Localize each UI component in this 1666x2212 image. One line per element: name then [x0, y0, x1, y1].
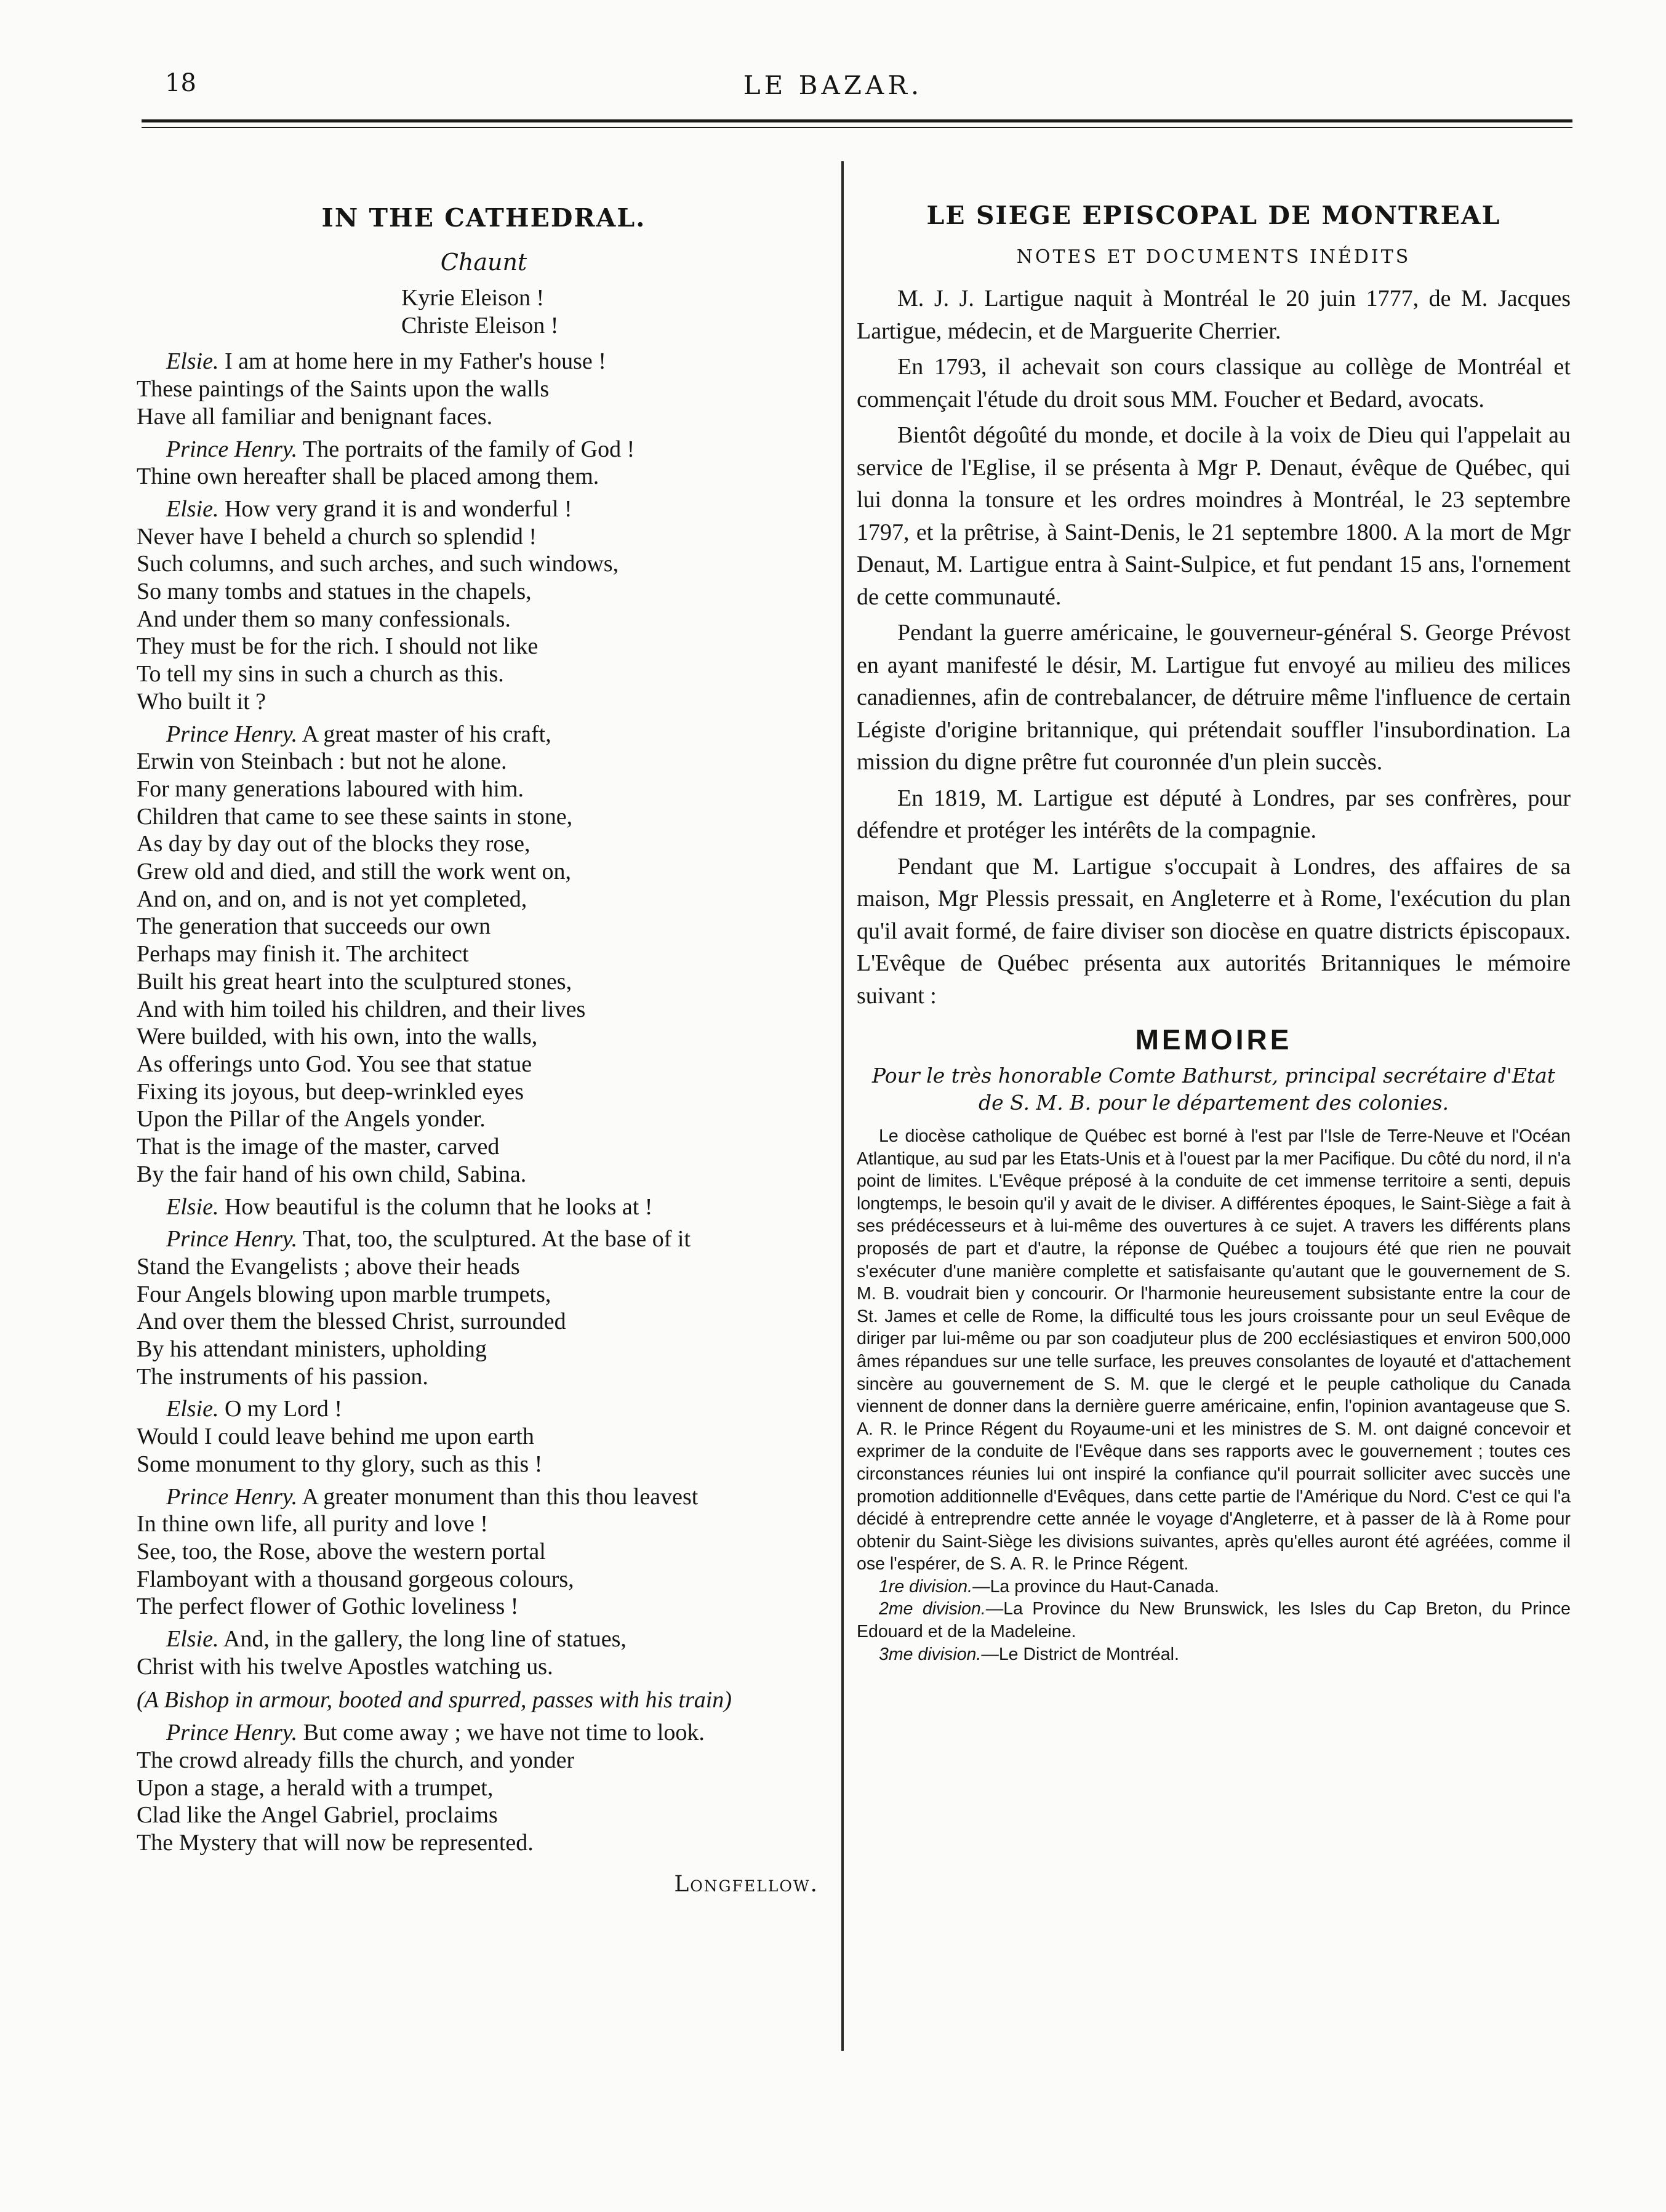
poem-line: As offerings unto God. You see that statue [137, 1051, 532, 1077]
header-rule-thin [142, 127, 1572, 128]
poem-line-text: A great master of his craft, [302, 721, 551, 747]
poem-stanza [137, 495, 831, 716]
poem-line: Never have I beheld a church so splendid ! [137, 523, 537, 550]
left-column [137, 185, 831, 1897]
speaker-name: Prince Henry. [166, 1483, 298, 1510]
header-rule-thick [142, 119, 1572, 122]
poem-line: Were builded, with his own, into the walls, [137, 1024, 538, 1050]
poem-stanza [137, 1193, 831, 1221]
poem-line-text: The portraits of the family of God ! [302, 436, 635, 462]
poem-line: Such columns, and such arches, and such windows, [137, 551, 619, 577]
poem-line: Would I could leave behind me upon earth [137, 1424, 534, 1450]
poem-line-text: A greater monument than this thou leavest [302, 1483, 699, 1510]
poem-stanza [137, 436, 831, 491]
article-paragraph: En 1819, M. Lartigue est député à Londres, par ses confrères, pour défendre et protéger les intérêts de la compagnie. [857, 785, 1571, 843]
poem-stanza [137, 1719, 831, 1857]
poem-line: The perfect flower of Gothic loveliness ! [137, 1593, 519, 1620]
poem-line: Upon a stage, a herald with a trumpet, [137, 1774, 494, 1801]
poem-line: To tell my sins in such a church as this. [137, 661, 504, 687]
poem-line [137, 495, 831, 523]
poem-line-text: And, in the gallery, the long line of statues, [223, 1626, 627, 1653]
poem-line: Built his great heart into the sculptured stones, [137, 968, 572, 995]
article-body [857, 283, 1571, 1012]
poem-line: By the fair hand of his own child, Sabina. [137, 1161, 527, 1187]
poem-line: Four Angels blowing upon marble trumpets, [137, 1281, 551, 1307]
poem-line: So many tombs and statues in the chapels, [137, 579, 532, 605]
poem-line: Children that came to see these saints in stone, [137, 803, 573, 830]
poem-title: IN THE CATHEDRAL. [321, 203, 646, 233]
poem-line: The generation that succeeds our own [137, 913, 491, 940]
poem-line [137, 1625, 831, 1653]
poem-line: See, too, the Rose, above the western portal [137, 1538, 546, 1565]
poem-stanza [137, 1483, 831, 1621]
poem-line: Thine own hereafter shall be placed among them. [137, 463, 599, 490]
speaker-name: Elsie. [166, 348, 219, 375]
poem-line: Christ with his twelve Apostles watching us. [137, 1653, 553, 1680]
memoire-paragraph: Le diocèse catholique de Québec est borné à l'est par l'Isle de Terre-Neuve et l'Océan Atlantique, au sud par les Etats-Unis et à l'ouest par la mer Pacifique. Du côté du nord, il n'a point de limites. L'Evêque préposé à la conduite de cet immense territoire a senti, depuis longtemps, le besoin qu'il y avait de le diviser. A différentes époques, le Saint-Siège a fait à ses prédécesseurs et à lui-même des ouvertures à ce sujet. A travers les différents plans proposés de part et d'autre, la réponse de Québec a toujours été que rien ne pouvait s'exécuter d'une manière complette et satisfaisante qu'autant que le gouvernement de S. M. B. voudrait bien y concourir. Or l'harmonie heureusement subsistante entre la cour de St. James et celle de Rome, la difficulté tous les jours croissante pour un seul Evêque de diriger par lui-même ou par son coadjuteur plus de 200 ecclésiastiques et environ 500,000 âmes répandues sur une telle surface, les preuves consolantes de loyauté et d'attachement sincère au gouvernement de S. M. que le clergé et le peuple catholique du Canada viennent de donner dans la dernière guerre américaine, enfin, l'opinion avantageuse que S. A. R. le Prince Régent du Royaume-uni et les ministres de S. M. ont daigné concevoir et exprimer de la conduite de l'Evêque dans ses rapports avec le gouvernement ; toutes ces circonstances réunies lui ont inspiré la confiance qu'il pourrait solliciter avec succès une promotion additionnelle d'Evêques, dans cette partie de l'Amérique du Nord. C'est ce qui l'a décidé à entreprendre cette année le voyage d'Angleterre, et à passer de là à Rome pour obtenir du Saint-Siège les divisions suivantes, après qu'elles auront été agréées, comme il ose l'espérer, de S. A. R. le Prince Régent. [857, 1126, 1571, 1574]
journal-title: LE BAZAR. [743, 70, 923, 100]
poem-line: And under them so many confessionals. [137, 606, 511, 632]
poem-line: They must be for the rich. I should not like [137, 633, 539, 660]
poem-line: Erwin von Steinbach : but not he alone. [137, 748, 507, 775]
poem-line: Clad like the Angel Gabriel, proclaims [137, 1802, 498, 1829]
poem-signature: Longfellow. [674, 1871, 819, 1897]
poem-line: As day by day out of the blocks they rose, [137, 831, 531, 857]
column-divider [841, 161, 844, 2051]
poem-line [137, 1719, 831, 1747]
speaker-name: Elsie. [166, 1626, 219, 1653]
poem-line-text: How very grand it is and wonderful ! [224, 495, 572, 522]
memoire-body [857, 1125, 1571, 1665]
chant-line: Kyrie Eleison ! [401, 285, 545, 311]
poem-line: The Mystery that will now be represented. [137, 1829, 534, 1856]
division-item: 1re division.—La province du Haut-Canada. [879, 1576, 1219, 1597]
poem-line: And on, and on, and is not yet completed, [137, 886, 527, 912]
poem-line [137, 1395, 831, 1423]
speaker-name: Elsie. [166, 495, 219, 522]
poem-line-text: But come away ; we have not time to look. [303, 1720, 705, 1746]
poem-line: These paintings of the Saints upon the walls [137, 376, 550, 403]
memoire-subtitle: Pour le très honorable Comte Bathurst, principal secrétaire d'Etat de S. M. B. pour le département des colonies. [871, 1064, 1556, 1115]
poem-line-text: That, too, the sculptured. At the base of it [302, 1226, 691, 1252]
poem-line: For many generations laboured with him. [137, 775, 524, 802]
speaker-name: Prince Henry. [166, 721, 298, 747]
poem-line: Grew old and died, and still the work went on, [137, 859, 572, 885]
poem-stanza [137, 721, 831, 1188]
poem-line-text: How beautiful is the column that he looks at ! [224, 1193, 653, 1220]
poem-stanza [137, 1225, 831, 1390]
poem-line [137, 1225, 831, 1253]
speaker-name: Prince Henry. [166, 436, 298, 462]
speaker-name: Prince Henry. [166, 1226, 298, 1252]
poem-line: Have all familiar and benignant faces. [137, 403, 493, 430]
chant-block [137, 284, 831, 339]
poem-line: And over them the blessed Christ, surrounded [137, 1308, 566, 1335]
article-title: LE SIEGE EPISCOPAL DE MONTREAL [926, 201, 1501, 230]
speaker-name: Prince Henry. [166, 1720, 298, 1746]
poem-line: Flamboyant with a thousand gorgeous colours, [137, 1566, 574, 1592]
article-paragraph: Pendant que M. Lartigue s'occupait à Londres, des affaires de sa maison, Mgr Plessis pressait, en Angleterre et à Rome, l'exécution du plan qu'il avait formé, de faire diviser son diocèse en quatre districts épiscopaux. L'Evêque de Québec présenta aux autorités Britanniques le mémoire suivant : [857, 853, 1571, 1009]
poem-stanza [137, 348, 831, 430]
poem-line: Who built it ? [137, 688, 266, 715]
poem-line [137, 436, 831, 463]
right-column [857, 185, 1571, 1665]
poem-line: Upon the Pillar of the Angels yonder. [137, 1106, 486, 1132]
speaker-name: Elsie. [166, 1396, 219, 1422]
poem-line-text: I am at home here in my Father's house ! [224, 348, 606, 375]
speaker-name: Elsie. [166, 1193, 219, 1220]
poem-subtitle: Chaunt [440, 249, 527, 276]
poem-line: That is the image of the master, carved [137, 1134, 500, 1160]
article-paragraph: En 1793, il achevait son cours classique au collège de Montréal et commençait l'étude du droit sous MM. Foucher et Bedard, avocats. [857, 354, 1571, 412]
article-paragraph: Bientôt dégoûté du monde, et docile à la voix de Dieu qui l'appelait au service de l'Eglise, il se présenta à Mgr P. Denaut, évêque de Québec, qui lui donna la tonsure et les ordres moindres à Montréal, le 23 septembre 1797, et la prêtrise, à Saint-Denis, le 21 septembre 1800. A la mort de Mgr Denaut, M. Lartigue entra à Saint-Sulpice, et fut pendant 15 ans, l'ornement de cette communauté. [857, 422, 1571, 610]
poem-line [137, 721, 831, 748]
poem-body [137, 348, 831, 1856]
poem-line [137, 1193, 831, 1221]
poem-line: The crowd already fills the church, and yonder [137, 1747, 575, 1773]
poem-stanza [137, 1395, 831, 1478]
poem-line: Perhaps may finish it. The architect [137, 941, 469, 968]
poem-stanza [137, 1625, 831, 1680]
chant-line: Christe Eleison ! [401, 312, 559, 339]
memoire-title: MEMOIRE [1135, 1024, 1292, 1056]
poem-line: Some monument to thy glory, such as this ! [137, 1451, 543, 1477]
poem-line: The instruments of his passion. [137, 1363, 428, 1390]
division-item: 3me division.—Le District de Montréal. [879, 1644, 1179, 1664]
poem-line: In thine own life, all purity and love ! [137, 1511, 488, 1537]
poem-line-text: O my Lord ! [224, 1396, 343, 1422]
poem-line: By his attendant ministers, upholding [137, 1336, 487, 1363]
poem-line [137, 1483, 831, 1511]
stage-direction: (A Bishop in armour, booted and spurred, passes with his train) [137, 1687, 732, 1713]
poem-line: And with him toiled his children, and their lives [137, 996, 586, 1022]
poem-line [137, 348, 831, 375]
page-number: 18 [165, 69, 196, 97]
poem-line: Stand the Evangelists ; above their heads [137, 1253, 520, 1280]
article-paragraph: M. J. J. Lartigue naquit à Montréal le 20 juin 1777, de M. Jacques Lartigue, médecin, et de Marguerite Cherrier. [857, 286, 1571, 344]
division-item: 2me division.—La Province du New Brunswick, les Isles du Cap Breton, du Prince Edouard et de la Madeleine. [857, 1599, 1571, 1642]
poem-line: Fixing its joyous, but deep-wrinkled eyes [137, 1078, 524, 1105]
article-paragraph: Pendant la guerre américaine, le gouverneur-général S. George Prévost en ayant manifesté le désir, M. Lartigue fut envoyé au milieu des milices canadiennes, afin de contrebalancer, de détruire même l'influence de certain Légiste d'origine britannique, qui prétendait souffler l'insubordination. La mission du digne prêtre fut couronnée d'un plein succès. [857, 620, 1571, 775]
article-subtitle: NOTES ET DOCUMENTS INÉDITS [1016, 246, 1411, 268]
